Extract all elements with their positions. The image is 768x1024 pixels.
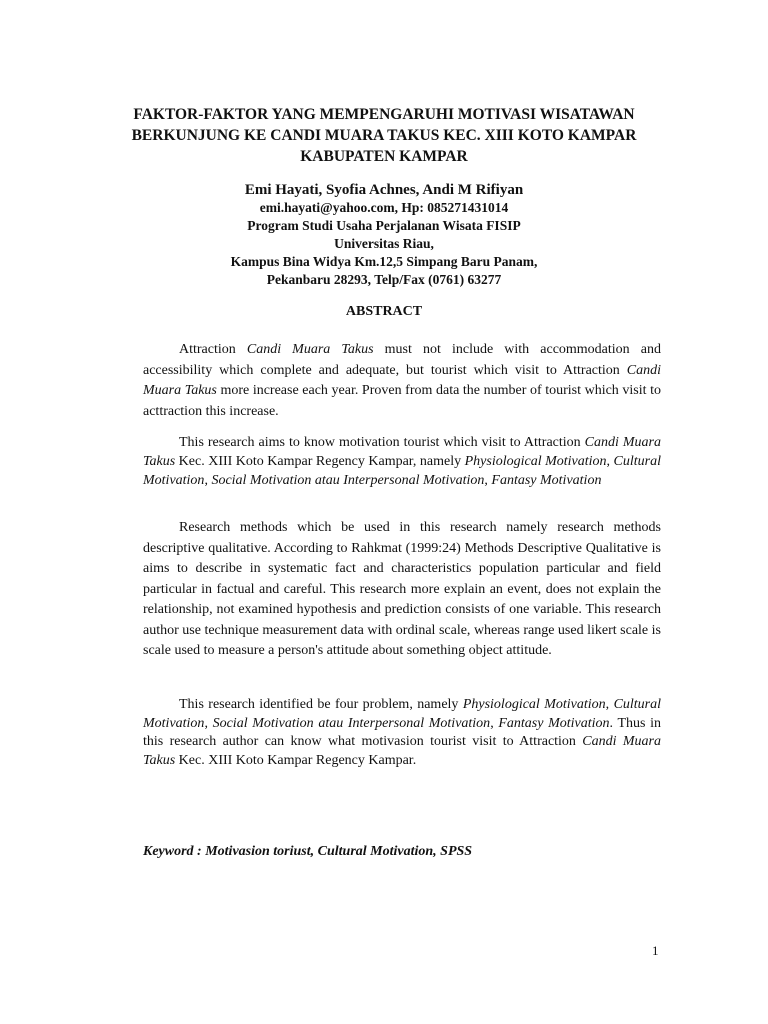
title-line: FAKTOR-FAKTOR YANG MEMPENGARUHI MOTIVASI WISATAWAN bbox=[133, 106, 635, 123]
italic-term: Social Motivation atau Interpersonal Motivation bbox=[211, 473, 485, 488]
italic-term: Fantasy Motivation bbox=[491, 473, 602, 488]
paper-title bbox=[100, 104, 668, 167]
page-number: 1 bbox=[652, 943, 659, 958]
text-run: more increase each year. Proven from data the number of tourist which visit to acttraction this increase. bbox=[143, 383, 661, 419]
affiliation-line: Universitas Riau, bbox=[334, 236, 434, 251]
text-run: Kec. XIII Koto Kampar Regency Kampar. bbox=[175, 752, 417, 768]
text-run: , bbox=[484, 473, 492, 488]
italic-term: Social Motivation atau Interpersonal Motivation bbox=[212, 715, 491, 731]
abstract-paragraph bbox=[143, 433, 661, 490]
text-run: Kec. XIII Koto Kampar Regency Kampar, namely bbox=[175, 454, 465, 469]
abstract-paragraph bbox=[143, 696, 661, 770]
italic-term: Physiological Motivation bbox=[464, 454, 607, 469]
text-run: must not include with accommodation and accessibility which complete and adequate, but tourist which visit to Attraction bbox=[143, 342, 661, 378]
affiliation-line: Kampus Bina Widya Km.12,5 Simpang Baru Panam, bbox=[230, 254, 538, 269]
italic-term: Candi Muara Takus bbox=[143, 734, 661, 768]
italic-term: Candi Muara Takus bbox=[246, 342, 374, 357]
title-line: KABUPATEN KAMPAR bbox=[300, 148, 468, 165]
text-run: This research aims to know motivation tourist which visit to Attraction bbox=[179, 435, 585, 450]
affiliation-line: Pekanbaru 28293, Telp/Fax (0761) 63277 bbox=[266, 272, 502, 287]
title-line: BERKUNJUNG KE CANDI MUARA TAKUS KEC. XIII KOTO KAMPAR bbox=[131, 127, 637, 144]
text-run: , bbox=[204, 473, 212, 488]
italic-term: Cultural Motivation bbox=[143, 454, 662, 488]
text-run: This research identified be four problem, namely bbox=[179, 697, 463, 712]
text-run: Attraction bbox=[179, 342, 247, 357]
abstract-heading: ABSTRACT bbox=[345, 304, 423, 319]
italic-term: Physiological Motivation bbox=[462, 697, 606, 712]
italic-term: Candi Muara Takus bbox=[143, 362, 661, 398]
italic-term: Candi Muara Takus bbox=[143, 435, 661, 469]
text-run: , bbox=[606, 454, 614, 469]
text-run: , bbox=[490, 715, 499, 731]
italic-term: Fantasy Motivation bbox=[498, 715, 610, 731]
text-run: , bbox=[204, 715, 213, 731]
author-email-phone: emi.hayati@yahoo.com, Hp: 085271431014 bbox=[259, 200, 509, 215]
abstract-paragraph bbox=[143, 340, 661, 422]
text-run: , bbox=[605, 697, 614, 712]
author-list: Emi Hayati, Syofia Achnes, Andi M Rifiyan bbox=[244, 182, 524, 198]
abstract-paragraph: Research methods which be used in this research namely research methods descriptive qualitative. According to Rahkmat (1999:24) Methods Descriptive Qualitative is aims to describe in systematic fact and characteristics population particular and field particular in factual and careful. This research more explain an event, does not explain the relationship, not examined hypothesis and prediction consists of one variable. This research author use technique measurement data with ordinal scale, whereas range used likert scale is scale used to measure a person's attitude about something object attitude. bbox=[143, 520, 661, 658]
text-run: . Thus in this research author can know what motivasion tourist visit to Attraction bbox=[143, 715, 661, 749]
keywords: Keyword : Motivasion toriust, Cultural Motivation, SPSS bbox=[143, 844, 473, 859]
affiliation-line: Program Studi Usaha Perjalanan Wisata FISIP bbox=[247, 218, 521, 233]
italic-term: Cultural Motivation bbox=[143, 697, 662, 731]
author-affiliation bbox=[100, 199, 668, 289]
